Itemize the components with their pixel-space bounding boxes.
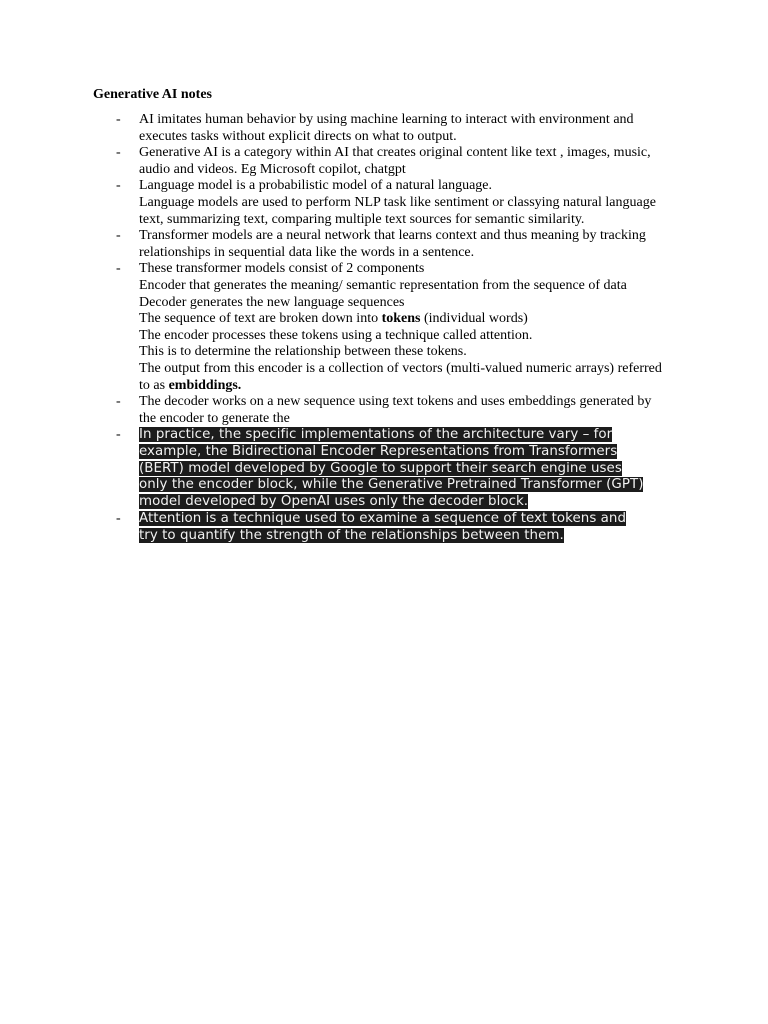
embeddings-line (139, 378, 674, 395)
item-text-line: audio and videos. Eg Microsoft copilot, chatgpt (139, 161, 406, 177)
item-text-line: These transformer models consist of 2 components (139, 261, 425, 277)
item-text-line: Language model is a probabilistic model of a natural language. (139, 178, 492, 194)
highlighted-text-line (139, 511, 679, 528)
tokens-line-after: (individual words) (420, 311, 528, 327)
item-text-line: Language models are used to perform NLP task like sentiment or classying natural language (139, 194, 656, 210)
bullet-dash: - (116, 178, 121, 194)
bullet-dash: - (116, 510, 121, 526)
bullet-dash: - (116, 394, 121, 410)
item-text-line: The encoder processes these tokens using a technique called attention. (139, 327, 533, 343)
bullet-dash: - (116, 427, 121, 443)
item-text-line: AI imitates human behavior by using machine learning to interact with environment and (139, 112, 634, 127)
item-text-line: Transformer models are a neural network that learns context and thus meaning by tracking (139, 228, 646, 244)
highlighted-list-item[interactable] (0, 427, 679, 511)
item-text-line: The decoder works on a new sequence using text tokens and uses embeddings generated by (139, 394, 652, 410)
item-text-line: Generative AI is a category within AI that creates original content like text , images, music, (139, 145, 651, 161)
item-text-line: Decoder generates the new language sequences (139, 294, 405, 310)
list-item (0, 145, 674, 178)
highlighted-text-line (139, 494, 679, 511)
item-text-line: executes tasks without explicit directs on what to output. (139, 128, 457, 144)
item-text-line: This is to determine the relationship between these tokens. (139, 344, 467, 360)
list-item (0, 228, 674, 261)
document-title: Generative AI notes (93, 87, 212, 102)
highlighted-text-line (139, 444, 679, 461)
item-text-line: Encoder that generates the meaning/ semantic representation from the sequence of data (139, 277, 627, 293)
list-item (0, 261, 674, 394)
selected-text[interactable]: try to quantify the strength of the relationships between them. (139, 527, 564, 543)
list-item (0, 178, 674, 228)
item-text-line: The output from this encoder is a collection of vectors (multi-valued numeric arrays) referred (139, 360, 662, 376)
item-text-line: the encoder to generate the (139, 410, 290, 426)
selected-text[interactable]: Attention is a technique used to examine a sequence of text tokens and (139, 510, 626, 526)
selected-text[interactable]: only the encoder block, while the Generative Pretrained Transformer (GPT) (139, 477, 644, 493)
bullet-dash: - (116, 261, 121, 277)
selected-text[interactable]: (BERT) model developed by Google to support their search engine uses (139, 460, 622, 476)
selected-text[interactable]: model developed by OpenAI uses only the decoder block. (139, 494, 529, 510)
highlighted-text-line (139, 427, 679, 444)
list-item (0, 394, 674, 427)
bullet-dash: - (116, 145, 121, 161)
highlighted-text-line (139, 477, 679, 494)
highlighted-text-line (139, 528, 679, 545)
notes-list (0, 112, 768, 544)
list-item (0, 112, 674, 145)
bullet-dash: - (116, 228, 121, 244)
item-text-line: relationships in sequential data like the words in a sentence. (139, 244, 475, 260)
highlighted-text-line (139, 461, 679, 478)
bullet-dash: - (116, 112, 121, 127)
tokens-bold-term: tokens (381, 311, 421, 327)
item-text-line: text, summarizing text, comparing multiple text sources for semantic similarity. (139, 211, 585, 227)
embeddings-line-before: to as (139, 377, 169, 393)
selected-text[interactable]: example, the Bidirectional Encoder Representations from Transformers (139, 443, 618, 459)
selected-text[interactable]: In practice, the specific implementations of the architecture vary – for (139, 427, 613, 443)
tokens-line (139, 311, 674, 328)
highlighted-list-item[interactable] (0, 511, 679, 544)
tokens-line-before: The sequence of text are broken down into (139, 311, 382, 327)
embeddings-bold-term: embiddings. (168, 377, 242, 393)
